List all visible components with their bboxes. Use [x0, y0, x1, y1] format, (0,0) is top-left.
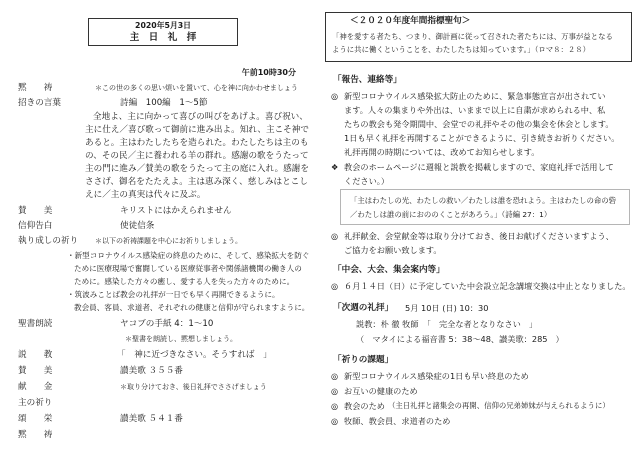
hymn-title: キリストにはかえられません: [120, 206, 232, 216]
presbytery-notice: ６月１４日（日）に予定していた中会設立記念講壇交換は中止となりました。: [344, 281, 631, 291]
announcement-line: 新型コロナウイルス感染拡大防止のために、緊急事態宣言が出されてい: [344, 91, 606, 101]
double-circle-bullet-icon: ◎: [331, 371, 339, 381]
next-service-sermon: 説教：朴 徹 牧師 「 完全な者となりなさい 」: [356, 319, 538, 329]
annual-motto-verse-line: ように共に働くということを、わたしたちは知っています。」（ロマ８：２８）: [332, 45, 591, 54]
intercession-line: ために医療現場で奮闘している医療従事者や関係諸機関の働き人の: [74, 264, 302, 273]
intercession-line: ・筑波みことば教会の礼拝が一日でも早く再開できるように。: [67, 290, 280, 299]
call-to-worship-ref: 詩編 100編 1〜5節: [120, 98, 208, 108]
announcement-line: 礼拝再開の時期については、改めてお知らせします。: [344, 147, 540, 157]
double-circle-bullet-icon: ◎: [331, 231, 339, 241]
psalm-line: 主の門に進み／賛美の歌をうたって主の庭に入れ。感謝を: [85, 164, 309, 174]
doxology-label: 頌 栄: [18, 414, 53, 424]
announcements-heading: 「報告、連絡等」: [333, 75, 402, 85]
next-service-heading: 「次週の礼拝」: [333, 303, 394, 313]
psalm-line: の、その民／主に養われる羊の群れ。感謝の歌をうたって: [85, 151, 309, 161]
doxology-hymn-number: 讃美歌 ５４１番: [120, 414, 183, 424]
double-circle-bullet-icon: ◎: [331, 281, 339, 291]
double-circle-bullet-icon: ◎: [331, 401, 339, 411]
service-date: 2020年5月3日: [135, 21, 191, 30]
announcement-line: ください。）: [344, 176, 390, 186]
offering-label: 献 金: [18, 382, 53, 392]
next-service-datetime: 5月 10日 (日) 10：30: [405, 303, 489, 313]
scripture-reading-ref: ヤコブの手紙 4：1〜10: [120, 319, 214, 329]
announcement-line: 教会のホームページに週報と説教を掲載しますので、家庭礼拝で活用して: [344, 162, 614, 172]
lords-prayer-label: 主の祈り: [18, 398, 53, 408]
presbytery-heading: 「中会、大会、集会案内等」: [333, 265, 445, 275]
intercession-line: 教会員、客員、求道者、それぞれの健康と信仰が守られますように。: [74, 303, 310, 312]
intercession-line: ・新型コロナウイルス感染症の終息のために、そして、感染拡大を防ぐ: [67, 251, 310, 260]
hymn-label: 賛 美: [18, 366, 53, 376]
service-title: 主 日 礼 拝: [129, 32, 197, 43]
announcement-line: 1日も早く礼拝を再開することができるように、引き続きお祈りください。: [344, 133, 620, 143]
psalm-line: あると。主はわたしたちを造られた。わたしたちは主のも: [85, 138, 309, 148]
silent-prayer-label: 黙 祷: [18, 83, 53, 93]
diamond-bullet-icon: ❖: [331, 162, 339, 172]
intercession-line: ために。感染した方々の癒し、愛する人を失った方々のために。: [74, 277, 295, 286]
double-circle-bullet-icon: ◎: [331, 386, 339, 396]
next-service-details: （ マタイによる福音書 5：38〜48、讃美歌：285 ）: [356, 334, 564, 344]
offering-note: ＊取り分けておき、後日礼拝でささげましょう: [120, 383, 267, 391]
psalm-quote-line: 「主はわたしの光、わたしの救い／わたしは誰を恐れよう。主はわたしの命の砦: [350, 196, 617, 205]
announcement-line: ご協力をお願い致します。: [344, 245, 442, 255]
announcement-line: ます。人々の集まりや外出は、いままで以上に自粛が求められる中、私: [344, 105, 606, 115]
sermon-title: 「 神に近づきなさい。そうすれば 」: [117, 350, 272, 360]
psalm-quote-line: ／わたしは誰の前におののくことがあろう。」（詩編 27：1）: [350, 210, 552, 219]
intercession-label: 執り成しの祈り: [18, 236, 79, 246]
announcement-line: 礼拝献金、会堂献金等は取り分けておき、後日お献げくださいますよう、: [344, 231, 614, 241]
hymn-number: 讃美歌 ３５５番: [120, 366, 183, 376]
annual-motto-heading: ＜２０２０年度年間指標聖句＞: [350, 16, 471, 26]
closing-silent-prayer-label: 黙 祷: [18, 430, 53, 440]
hymn-label: 賛 美: [18, 206, 53, 216]
prayer-topics-heading: 「祈りの課題」: [333, 355, 394, 365]
creed-value: 使徒信条: [120, 221, 155, 231]
creed-label: 信仰告白: [18, 221, 53, 231]
announcement-line: たちの教会も発令期間中、会堂での礼拝やその他の集会を休会とします。: [344, 119, 614, 129]
prayer-topic-item: お互いの健康のため: [344, 386, 418, 396]
intercession-note: ＊以下の祈祷課題を中心にお祈りしましょう。: [95, 237, 242, 245]
double-circle-bullet-icon: ◎: [331, 91, 339, 101]
sermon-label: 説 教: [18, 350, 53, 360]
prayer-topic-item: 新型コロナウイルス感染症の1日も早い終息のため: [344, 371, 529, 381]
psalm-line: 主に仕え／喜び歌って御前に進み出よ。知れ、主こそ神で: [85, 125, 309, 135]
announcements-column: [320, 0, 640, 452]
prayer-topic-note: （主日礼拝と諸集会の再開、信仰の兄弟姉妹が与えられるように）: [388, 401, 610, 410]
call-to-worship-label: 招きの言葉: [18, 98, 61, 108]
service-time: 午前10時30分: [241, 68, 296, 77]
scripture-reading-note: ＊聖書を朗読し、黙想しましょう。: [125, 335, 237, 343]
annual-motto-verse-line: 「神を愛する者たち、つまり、御計画に従って召された者たちには、万事が益となる: [332, 32, 613, 41]
silent-prayer-note: ＊この世の多くの思い煩いを置いて、心を神に向かわせましょう: [95, 84, 298, 92]
prayer-topic-item: 教会のため: [344, 401, 385, 411]
scripture-reading-label: 聖書朗読: [18, 319, 53, 329]
psalm-line: ささげ、御名をたたえよ。主は恵み深く、慈しみはとこし: [85, 177, 308, 187]
prayer-topic-item: 牧師、教会員、求道者のため: [344, 416, 451, 426]
double-circle-bullet-icon: ◎: [331, 416, 339, 426]
psalm-line: えに／主の真実は代々に及ぶ。: [85, 190, 206, 200]
psalm-line: 全地よ、主に向かって喜びの叫びをあげよ。喜び祝い、: [93, 112, 308, 122]
